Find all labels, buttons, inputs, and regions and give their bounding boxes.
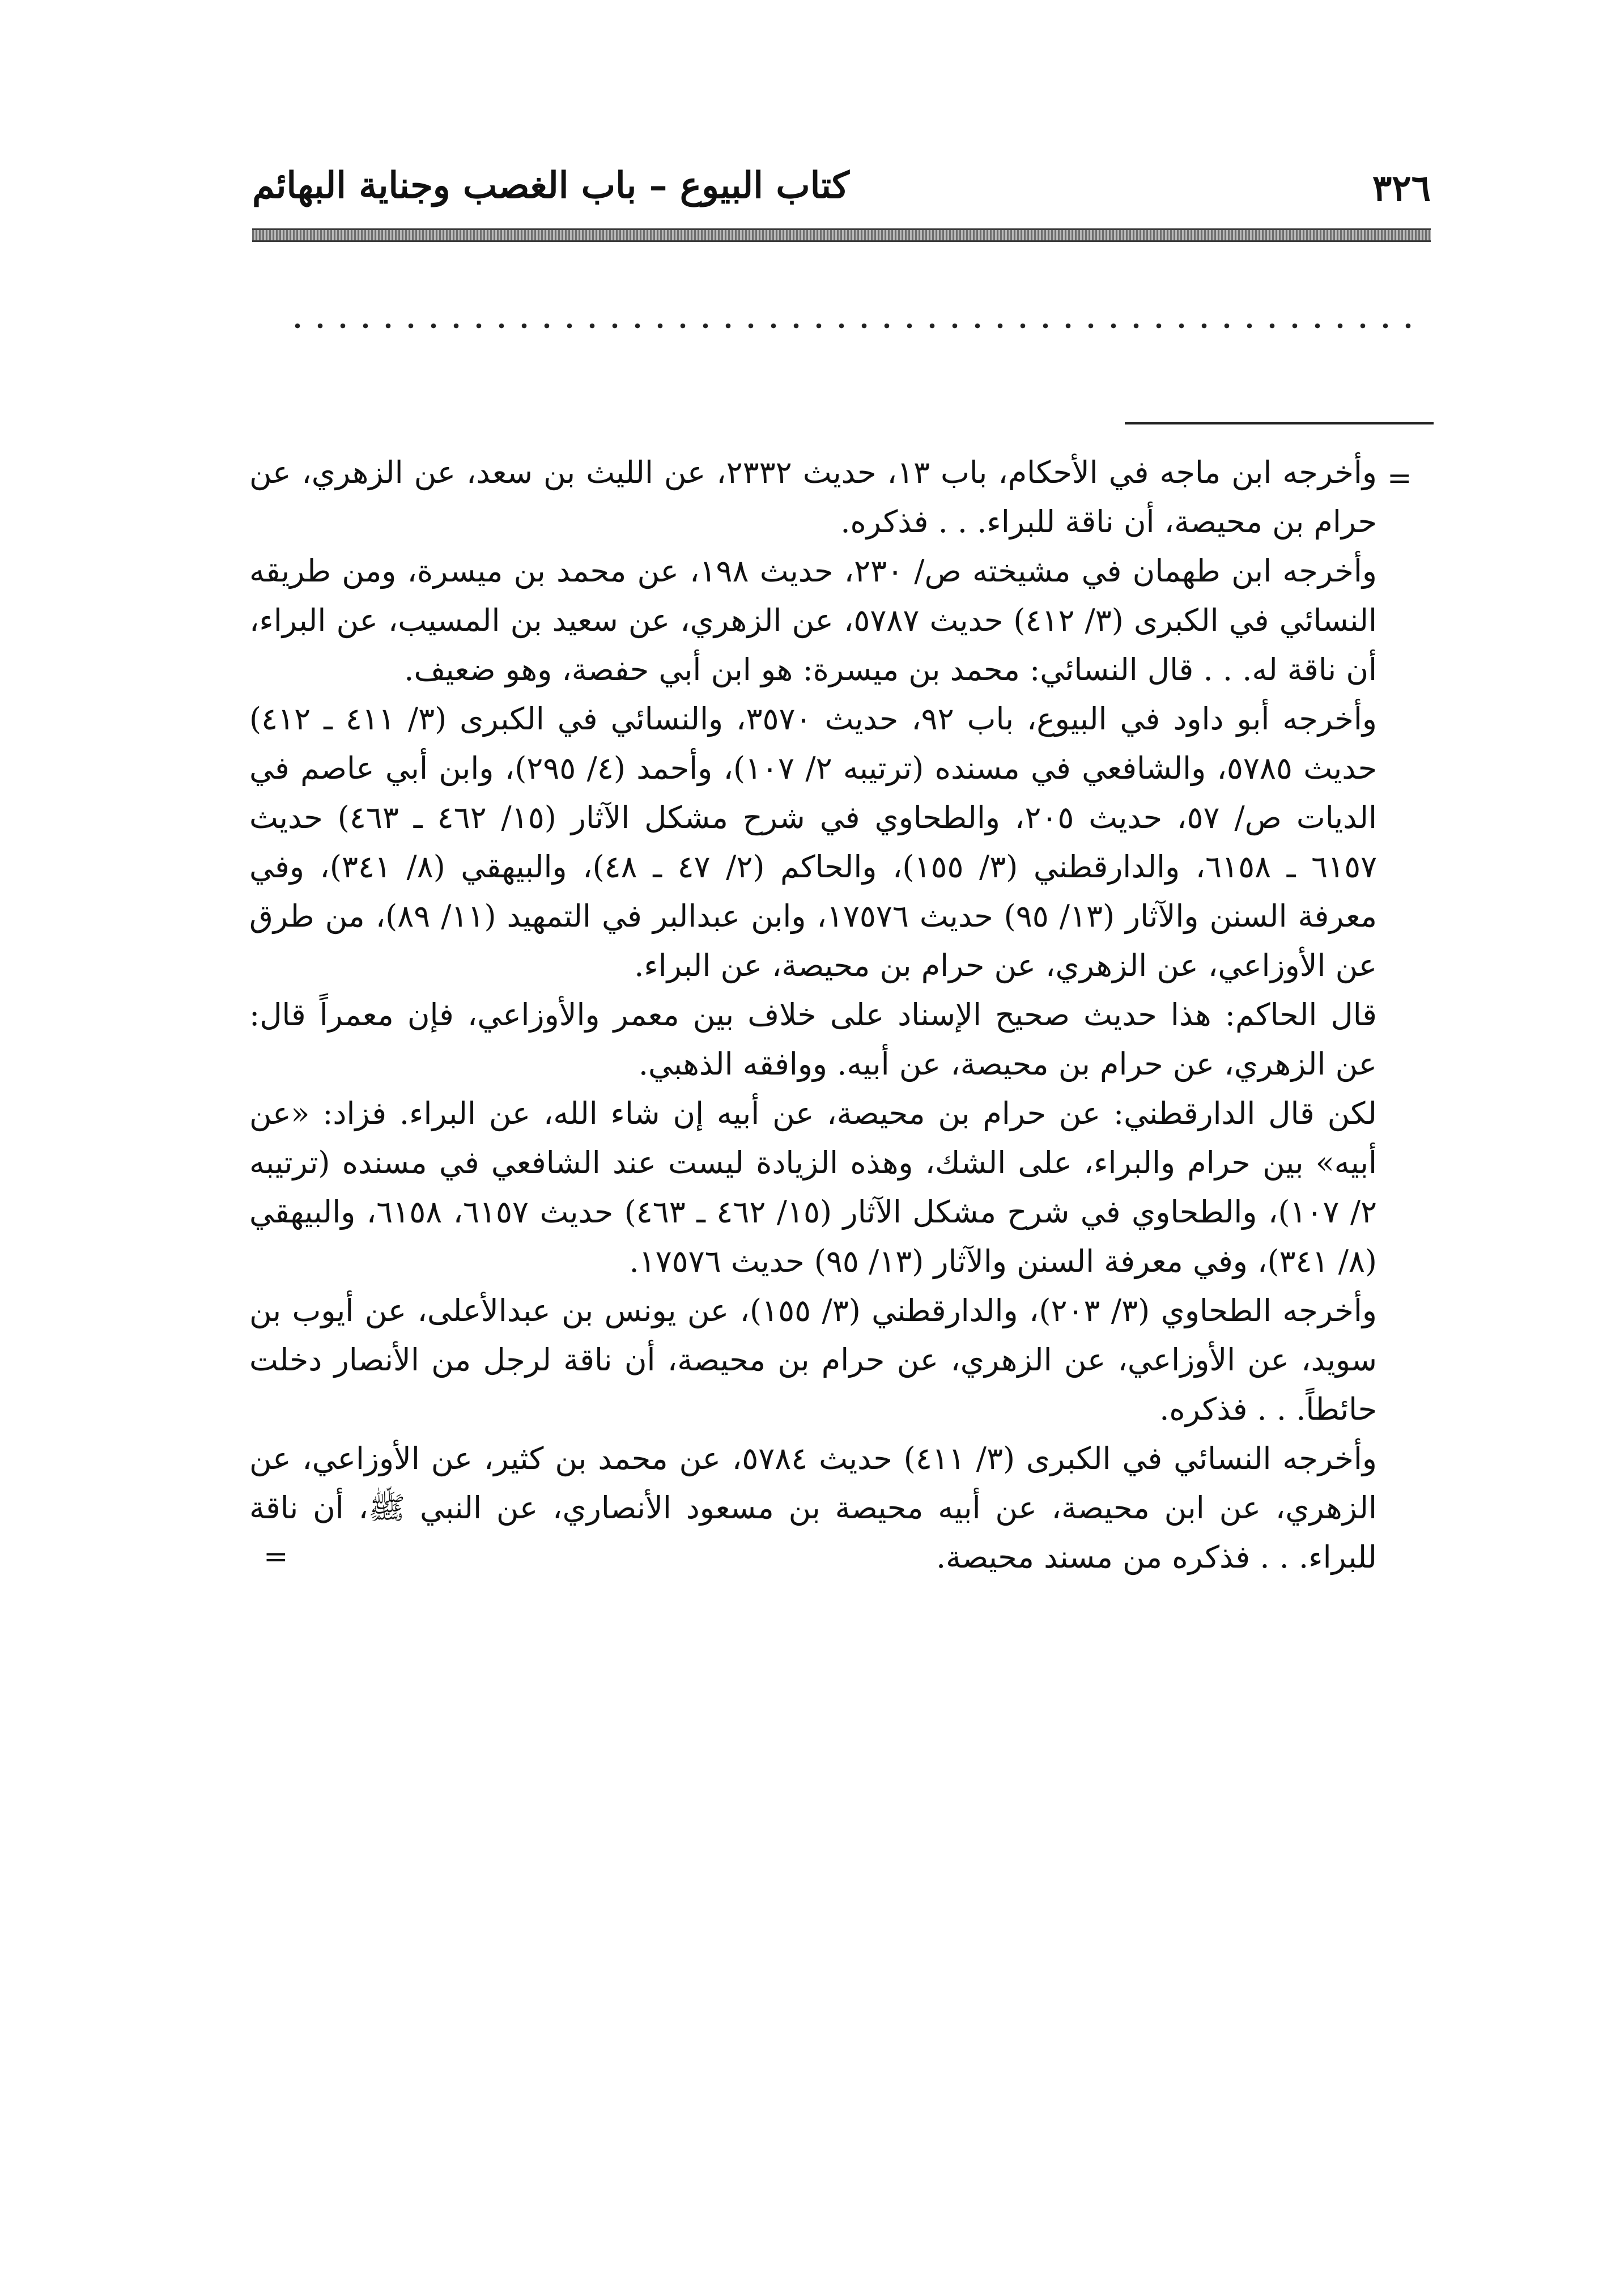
paragraph-4: قال الحاكم: هذا حديث صحيح الإسناد على خلاف بين معمر والأوزاعي، فإن معمراً قال: عن الزهري، عن حرام بن محيصة، عن أبيه. ووافقه الذهبي. <box>249 997 1377 1082</box>
paragraph-1: وأخرجه ابن ماجه في الأحكام، باب ١٣، حديث ٢٣٣٢، عن الليث بن سعد، عن الزهري، عن حرام بن محيصة، أن ناقة للبراء. . . فذكره. <box>249 455 1377 540</box>
header-rule <box>252 228 1431 242</box>
last-paragraph-row <box>249 1434 1377 1582</box>
page-header <box>252 162 1431 247</box>
dotted-separator <box>286 315 1419 337</box>
paragraph-2: وأخرجه ابن طهمان في مشيخته ص/ ٢٣٠، حديث ١٩٨، عن محمد بن ميسرة، ومن طريقه النسائي في الكبرى (٣/ ٤١٢) حديث ٥٧٨٧، عن الزهري، عن سعيد بن المسيب، عن البراء، أن ناقة له. . . قال النسائي: محمد بن ميسرة: هو ابن أبي حفصة، وهو ضعيف. <box>249 553 1377 687</box>
page-number: ٣٢٦ <box>1372 167 1431 210</box>
paragraph-6: وأخرجه الطحاوي (٣/ ٢٠٣)، والدارقطني (٣/ ١٥٥)، عن يونس بن عبدالأعلى، عن أيوب بن سويد، عن الأوزاعي، عن الزهري، عن حرام بن محيصة، أن ناقة لرجل من الأنصار دخلت حائطاً. . . فذكره. <box>249 1293 1377 1427</box>
footnote-rule <box>1125 422 1434 424</box>
paragraph-5: لكن قال الدارقطني: عن حرام بن محيصة، عن أبيه إن شاء الله، عن البراء. فزاد: «عن أبيه» بين حرام والبراء، على الشك، وهذه الزيادة ليست عند الشافعي في مسنده (ترتيبه ٢/ ١٠٧)، والطحاوي في شرح مشكل الآثار (١٥/ ٤٦٢ ـ ٤٦٣) حديث ٦١٥٧، ٦١٥٨، والبيهقي (٨/ ٣٤١)، وفي معرفة السنن والآثار (١٣/ ٩٥) حديث ١٧٥٧٦. <box>249 1095 1378 1279</box>
running-title: كتاب البيوع – باب الغصب وجناية البهائم <box>252 164 849 207</box>
end-continuation-mark: = <box>263 1540 288 1574</box>
continuation-mark: = <box>1387 461 1412 495</box>
paragraph-3: وأخرجه أبو داود في البيوع، باب ٩٢، حديث ٣٥٧٠، والنسائي في الكبرى (٣/ ٤١١ ـ ٤١٢) حديث ٥٧٨٥، والشافعي في مسنده (ترتيبه ٢/ ١٠٧)، وأحمد (٤/ ٢٩٥)، وابن أبي عاصم في الديات ص/ ٥٧، حديث ٢٠٥، والطحاوي في شرح مشكل الآثار (١٥/ ٤٦٢ ـ ٤٦٣) حديث ٦١٥٧ ـ ٦١٥٨، والدارقطني (٣/ ١٥٥)، والحاكم (٢/ ٤٧ ـ ٤٨)، والبيهقي (٨/ ٣٤١)، وفي معرفة السنن والآثار (١٣/ ٩٥) حديث ١٧٥٧٦، وابن عبدالبر في التمهيد (١١/ ٨٩)، من طرق عن الأوزاعي، عن الزهري، عن حرام بن محيصة، عن البراء. <box>249 701 1378 983</box>
footnote-text <box>249 448 1377 1582</box>
paragraph-7: وأخرجه النسائي في الكبرى (٣/ ٤١١) حديث ٥٧٨٤، عن محمد بن كثير، عن الأوزاعي، عن الزهري، عن ابن محيصة، عن أبيه محيصة بن مسعود الأنصاري، عن النبي ﷺ، أن ناقة للبراء. . . فذكره من مسند محيصة. <box>249 1441 1378 1575</box>
